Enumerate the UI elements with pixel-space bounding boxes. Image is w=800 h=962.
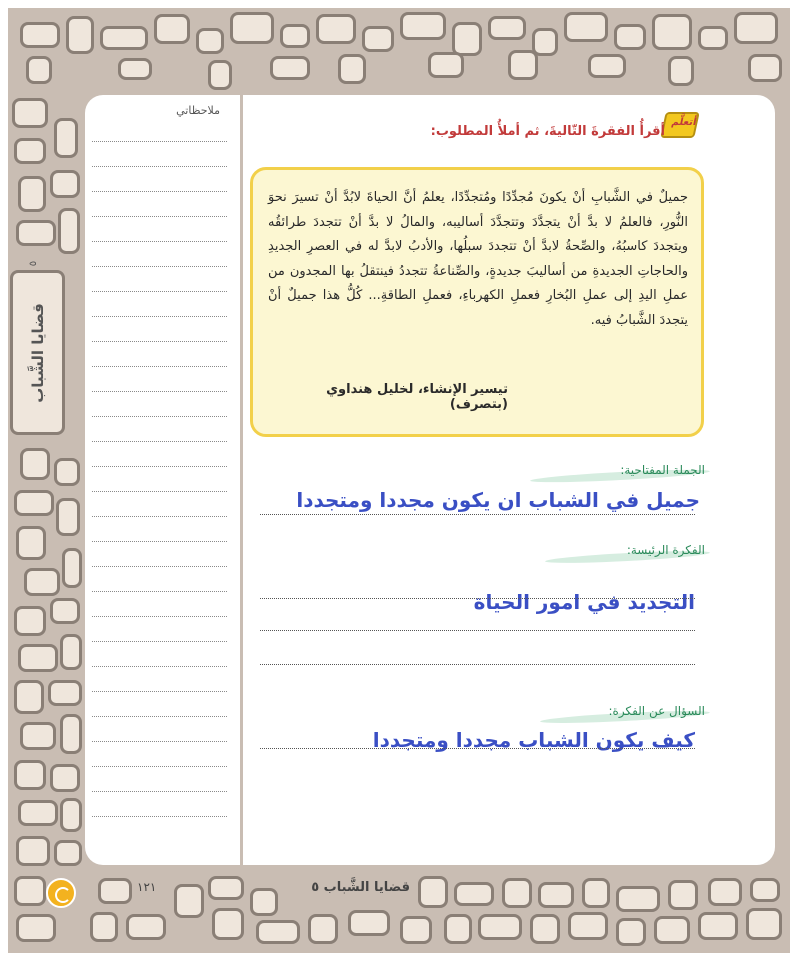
note-line <box>92 266 227 267</box>
answer-dotted-line <box>260 598 695 599</box>
note-line <box>92 466 227 467</box>
note-line <box>92 741 227 742</box>
note-line <box>92 666 227 667</box>
side-tab-number: ٥ <box>28 260 40 267</box>
instruction-text: أقرأُ الفقرةَ التّاليةَ، ثم أملأُ المطلوب: <box>430 124 665 139</box>
note-line <box>92 616 227 617</box>
note-line <box>92 366 227 367</box>
note-line <box>92 166 227 167</box>
note-line <box>92 341 227 342</box>
note-line <box>92 491 227 492</box>
logo-icon <box>46 878 76 908</box>
answer-dotted-line <box>260 514 695 515</box>
note-line <box>92 416 227 417</box>
main-idea-answer[interactable]: التجديد في امور الحياة <box>473 590 695 614</box>
note-line <box>92 441 227 442</box>
note-line <box>92 241 227 242</box>
question-label: السؤال عن الفكرة: <box>608 704 705 718</box>
note-line <box>92 691 227 692</box>
answer-dotted-line <box>260 748 695 749</box>
answer-dotted-line <box>260 664 695 665</box>
page-number: ١٢١ <box>137 880 157 894</box>
question-answer[interactable]: كيف يكون الشباب مجددا ومتجددا <box>372 728 695 752</box>
note-line <box>92 291 227 292</box>
note-line <box>92 716 227 717</box>
note-line <box>92 191 227 192</box>
passage-text: جميلٌ في الشَّبابِ أنْ يكونَ مُجدِّدًا ومُتجدِّدًا، يعلمُ أنَّ الحياةَ لابُدَّ أنْ تسيرَ نحوَ النُّورِ، فالعلمُ لا بدَّ أنْ يتجدَّدَ وتتجدَّدَ أساليبه، والمالُ لا بدَّ أنْ تتجددَ طرائقُه ويتجددَ كاسبُهُ، والصِّحةُ لابدَّ أنْ تتجددَ سبلُها، والأدبُ لابدَّ له في العصرِ الجديدِ والحاجاتِ الجديدةِ من أساليبَ جديدةٍ، والصِّناعةُ تتجددُ فينتقلُ بها المجدون من عملِ اليدِ إلى عملِ البُخارِ فعملِ الكهرباءِ، فعملِ الطاقةِ... كُلُّ هذا جميلٌ أنْ يتجددَ الشَّبابُ فيه. <box>268 190 688 328</box>
passage-source: تيسير الإنشاء، لخليل هنداوي (بتصرف) <box>326 382 508 412</box>
notes-panel <box>85 95 240 865</box>
footer-title: قضايا الشَّباب ٥ <box>311 880 410 895</box>
note-line <box>92 516 227 517</box>
key-sentence-answer[interactable]: جميل في الشباب ان يكون مجددا ومتجددا <box>296 488 700 512</box>
note-line <box>92 391 227 392</box>
note-line <box>92 566 227 567</box>
note-line <box>92 816 227 817</box>
answer-dotted-line <box>260 630 695 631</box>
notes-title: ملاحظاتي <box>176 104 220 117</box>
pencil-icon-text: أتعلَّم <box>670 117 698 128</box>
key-sentence-label: الجملة المفتاحية: <box>620 463 705 477</box>
note-line <box>92 791 227 792</box>
note-line <box>92 541 227 542</box>
note-line <box>92 591 227 592</box>
side-tab-label: قضايا الشَّباب <box>28 302 47 403</box>
note-line <box>92 141 227 142</box>
note-line <box>92 641 227 642</box>
side-tab <box>10 270 65 435</box>
note-line <box>92 316 227 317</box>
note-line <box>92 766 227 767</box>
pencil-icon <box>660 112 700 138</box>
note-line <box>92 216 227 217</box>
main-idea-label: الفكرة الرئيسة: <box>626 543 705 557</box>
